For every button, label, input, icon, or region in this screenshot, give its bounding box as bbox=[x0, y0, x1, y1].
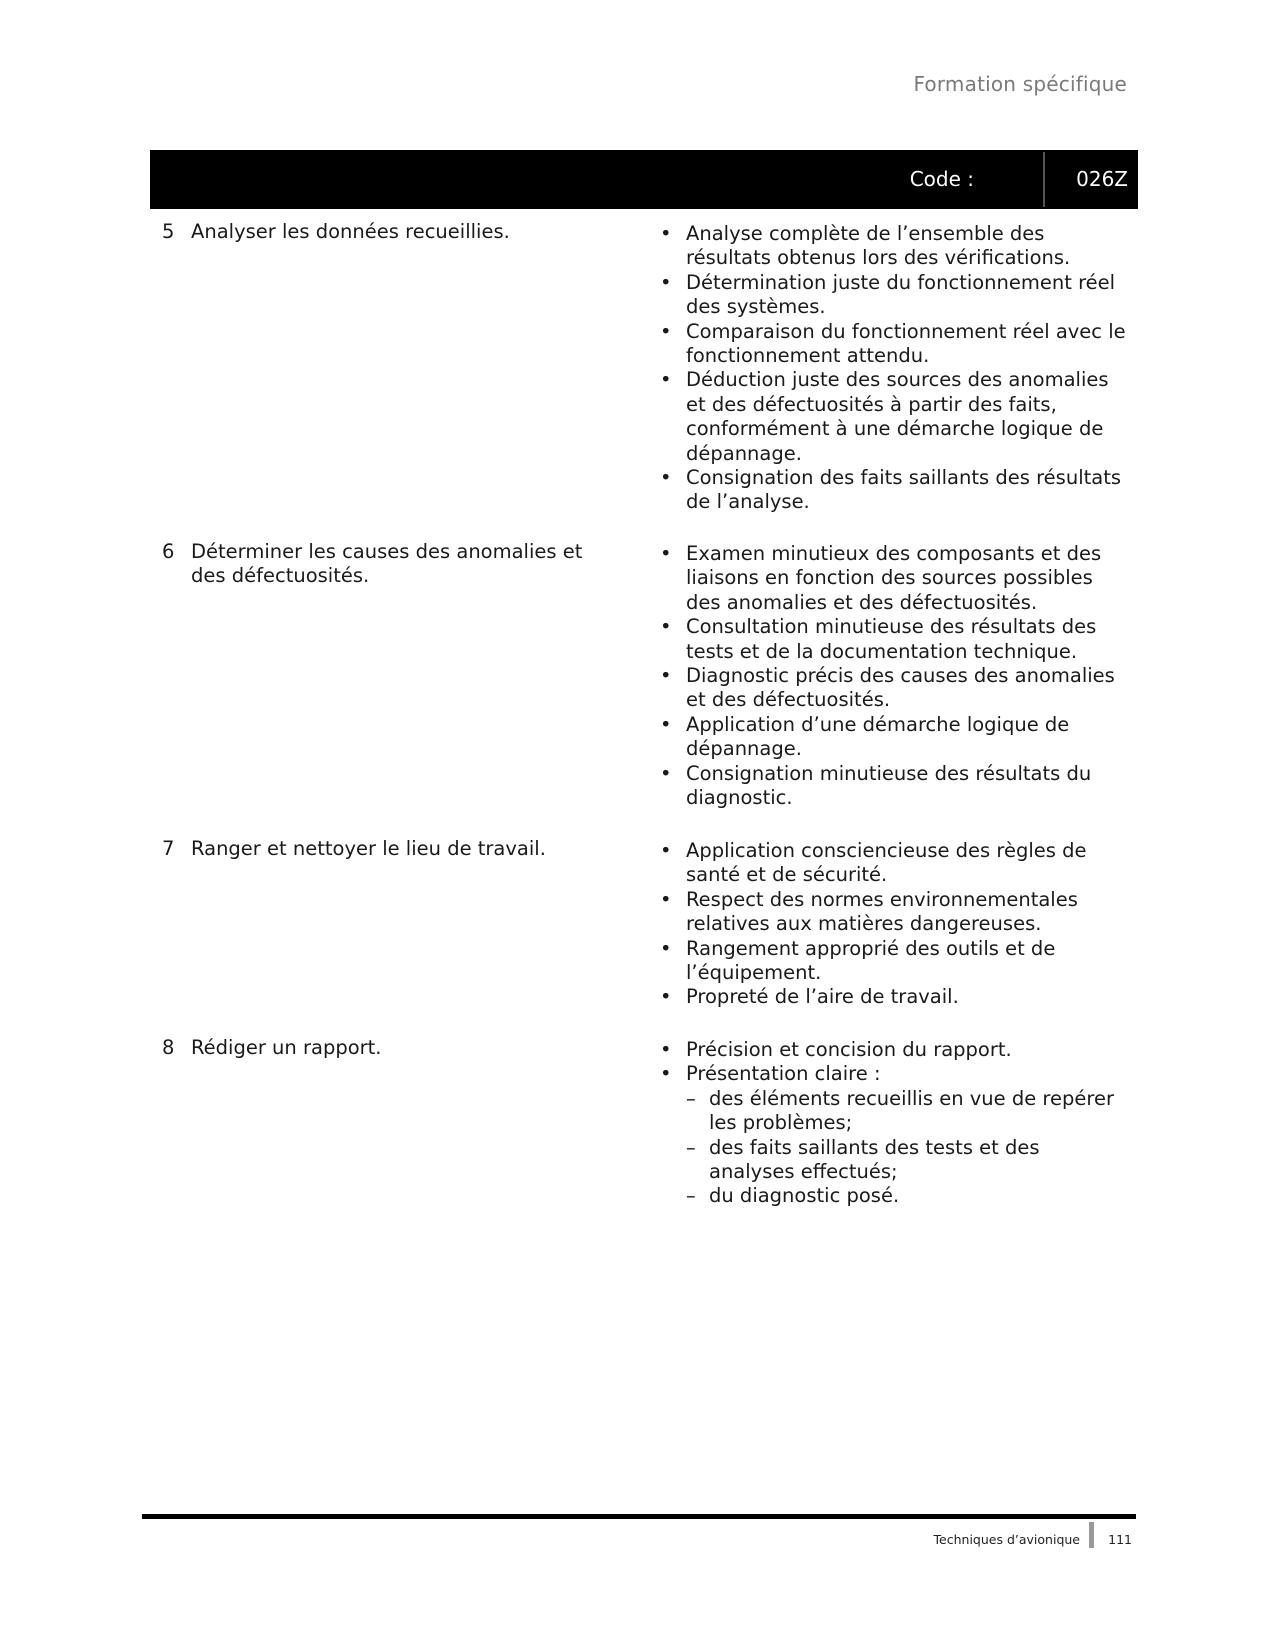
step-cell bbox=[162, 220, 612, 244]
list-item bbox=[686, 1136, 1126, 1185]
code-bar bbox=[150, 150, 1138, 209]
bullet-icon: • bbox=[660, 936, 672, 960]
footer-title: Techniques d’avionique bbox=[933, 1532, 1080, 1547]
footer-divider bbox=[1089, 1522, 1094, 1548]
step-cell bbox=[162, 1036, 612, 1060]
bullet-icon: • bbox=[660, 466, 672, 490]
list-item bbox=[656, 368, 1126, 466]
code-value: 026Z bbox=[1076, 167, 1128, 191]
step-text: Analyser les données recueillies. bbox=[191, 220, 510, 243]
criterion-text: Consignation des faits saillants des résultats de l’analyse. bbox=[686, 466, 1122, 514]
list-item bbox=[656, 762, 1126, 811]
criterion-text: Examen minutieux des composants et des liaisons en fonction des sources possibles des anomalies et des défectuosités. bbox=[686, 542, 1102, 614]
dash-icon: – bbox=[686, 1135, 696, 1159]
list-item bbox=[656, 271, 1126, 320]
code-label: Code : bbox=[909, 167, 974, 191]
criterion-text: Propreté de l’aire de travail. bbox=[686, 985, 959, 1009]
criterion-text: Détermination juste du fonctionnement réel des systèmes. bbox=[686, 270, 1116, 319]
list-item bbox=[656, 542, 1126, 615]
criterion-text: Déduction juste des sources des anomalies et des défectuosités à partir des faits, conformément à une démarche logique de dépannage. bbox=[686, 368, 1109, 465]
criterion-text: Rangement approprié des outils et de l’équipement. bbox=[686, 936, 1056, 985]
step-number: 7 bbox=[162, 837, 175, 860]
criterion-text: Diagnostic précis des causes des anomalies et des défectuosités. bbox=[686, 664, 1115, 712]
step-number: 8 bbox=[162, 1036, 175, 1059]
list-item bbox=[656, 466, 1126, 515]
bullet-icon: • bbox=[660, 761, 672, 785]
sub-criterion-text: du diagnostic posé. bbox=[709, 1184, 900, 1208]
bullet-icon: • bbox=[660, 542, 672, 565]
step-text: Rédiger un rapport. bbox=[191, 1036, 382, 1059]
code-divider bbox=[1043, 152, 1045, 207]
list-item bbox=[656, 839, 1126, 888]
list-item bbox=[656, 320, 1126, 369]
sub-criteria-list bbox=[686, 1087, 1126, 1209]
bullet-icon: • bbox=[660, 839, 672, 862]
sub-criterion-text: des faits saillants des tests et des analyses effectués; bbox=[709, 1135, 1040, 1184]
bullet-icon: • bbox=[660, 1062, 672, 1086]
dash-icon: – bbox=[686, 1086, 696, 1110]
criterion-text: Application d’une démarche logique de dépannage. bbox=[686, 712, 1070, 761]
step-cell bbox=[162, 837, 612, 861]
list-item bbox=[656, 888, 1126, 937]
bullet-icon: • bbox=[660, 615, 672, 639]
sub-criterion-text: des éléments recueillis en vue de repérer les problèmes; bbox=[709, 1086, 1114, 1135]
list-item bbox=[656, 1038, 1126, 1062]
step-number: 6 bbox=[162, 540, 175, 563]
dash-icon: – bbox=[686, 1184, 696, 1208]
bullet-icon: • bbox=[660, 222, 672, 245]
step-number: 5 bbox=[162, 220, 175, 243]
bullet-icon: • bbox=[660, 664, 672, 688]
list-item bbox=[656, 615, 1126, 664]
bullet-icon: • bbox=[660, 712, 672, 736]
criterion-text: Analyse complète de l’ensemble des résultats obtenus lors des vérifications. bbox=[686, 222, 1071, 270]
criterion-text: Application consciencieuse des règles de santé et de sécurité. bbox=[686, 839, 1087, 887]
list-item bbox=[656, 985, 1126, 1009]
page-number: 111 bbox=[1108, 1532, 1132, 1547]
criterion-text: Respect des normes environnementales relatives aux matières dangereuses. bbox=[686, 887, 1078, 936]
list-item bbox=[686, 1184, 1126, 1208]
bullet-icon: • bbox=[660, 985, 672, 1009]
criterion-text: Précision et concision du rapport. bbox=[686, 1038, 1012, 1061]
list-item bbox=[686, 1087, 1126, 1136]
criterion-text: Comparaison du fonctionnement réel avec le fonctionnement attendu. bbox=[686, 319, 1126, 368]
bullet-icon: • bbox=[660, 368, 672, 392]
criteria-list bbox=[656, 1038, 1126, 1209]
list-item bbox=[656, 713, 1126, 762]
step-text: Déterminer les causes des anomalies et des défectuosités. bbox=[191, 540, 583, 587]
bullet-icon: • bbox=[660, 1038, 672, 1061]
bullet-icon: • bbox=[660, 319, 672, 343]
criteria-list bbox=[656, 839, 1126, 1010]
criteria-list bbox=[656, 222, 1126, 515]
criteria-list bbox=[656, 542, 1126, 810]
bullet-icon: • bbox=[660, 887, 672, 911]
list-item bbox=[656, 664, 1126, 713]
criterion-text: Présentation claire : bbox=[686, 1062, 881, 1086]
step-cell bbox=[162, 540, 612, 588]
list-item bbox=[656, 222, 1126, 271]
criterion-text: Consultation minutieuse des résultats des tests et de la documentation technique. bbox=[686, 615, 1097, 663]
running-header: Formation spécifique bbox=[913, 72, 1127, 96]
footer-rule bbox=[142, 1514, 1136, 1519]
list-item bbox=[656, 1062, 1126, 1208]
criterion-text: Consignation minutieuse des résultats du diagnostic. bbox=[686, 761, 1092, 810]
list-item bbox=[656, 937, 1126, 986]
bullet-icon: • bbox=[660, 270, 672, 294]
step-text: Ranger et nettoyer le lieu de travail. bbox=[191, 837, 546, 860]
